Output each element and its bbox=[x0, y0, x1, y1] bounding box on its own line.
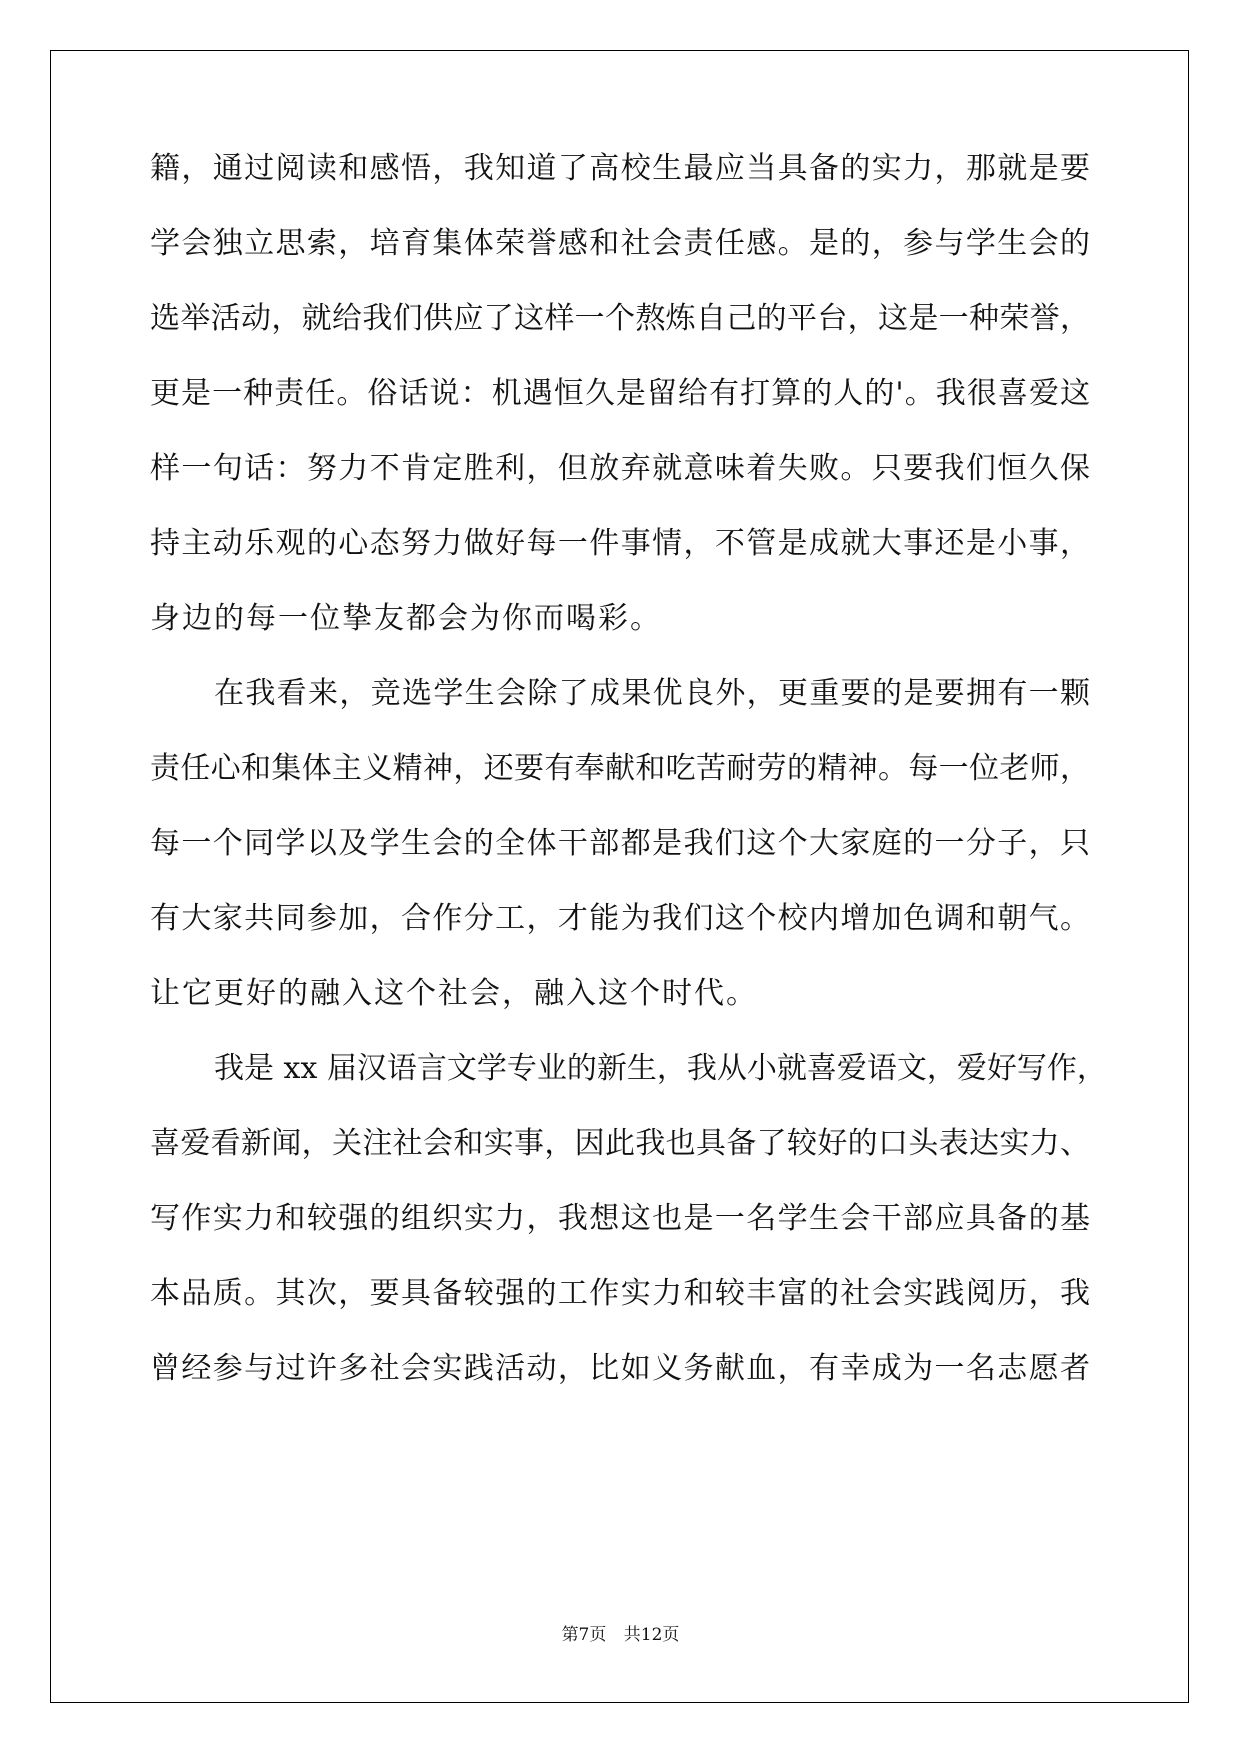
paragraph-1-line-2: 学会独立思索，培育集体荣誉感和社会责任感。是的，参与学生会的 bbox=[150, 226, 1090, 261]
page-total: 共12页 bbox=[623, 1625, 680, 1645]
paragraph-3-line-2: 喜爱看新闻，关注社会和实事，因此我也具备了较好的口头表达实力、 bbox=[150, 1126, 1090, 1161]
page-footer bbox=[0, 1620, 1241, 1645]
paragraph-2-line-2: 责任心和集体主义精神，还要有奉献和吃苦耐劳的精神。每一位老师， bbox=[150, 751, 1090, 786]
paragraph-1-line-4: 更是一种责任。俗话说：机遇恒久是留给有打算的人的'。我很喜爱这 bbox=[150, 376, 1090, 411]
paragraph-1-line-5: 样一句话：努力不肯定胜利，但放弃就意味着失败。只要我们恒久保 bbox=[150, 451, 1090, 486]
paragraph-1-line-1: 籍，通过阅读和感悟，我知道了高校生最应当具备的实力，那就是要 bbox=[150, 151, 1090, 186]
paragraph-2-line-1: 在我看来，竞选学生会除了成果优良外，更重要的是要拥有一颗 bbox=[214, 676, 1090, 711]
paragraph-1-line-7: 身边的每一位挚友都会为你而喝彩。 bbox=[150, 601, 662, 636]
paragraph-1-line-3: 选举活动，就给我们供应了这样一个熬炼自己的平台，这是一种荣誉， bbox=[150, 301, 1090, 336]
paragraph-3-line-1: 我是 xx 届汉语言文学专业的新生，我从小就喜爱语文，爱好写作， bbox=[214, 1051, 1107, 1086]
paragraph-2-line-5: 让它更好的融入这个社会，融入这个时代。 bbox=[150, 976, 758, 1011]
paragraph-3-line-3: 写作实力和较强的组织实力，我想这也是一名学生会干部应具备的基 bbox=[150, 1201, 1090, 1236]
page-number: 第7页 bbox=[561, 1625, 607, 1645]
paragraph-3-line-5: 曾经参与过许多社会实践活动，比如义务献血，有幸成为一名志愿者 bbox=[150, 1351, 1090, 1386]
page-border bbox=[50, 50, 1189, 1703]
paragraph-2-line-3: 每一个同学以及学生会的全体干部都是我们这个大家庭的一分子，只 bbox=[150, 826, 1090, 861]
paragraph-3-line-4: 本品质。其次，要具备较强的工作实力和较丰富的社会实践阅历，我 bbox=[150, 1276, 1090, 1311]
paragraph-2-line-4: 有大家共同参加，合作分工，才能为我们这个校内增加色调和朝气。 bbox=[150, 901, 1090, 936]
paragraph-1-line-6: 持主动乐观的心态努力做好每一件事情，不管是成就大事还是小事， bbox=[150, 526, 1090, 561]
